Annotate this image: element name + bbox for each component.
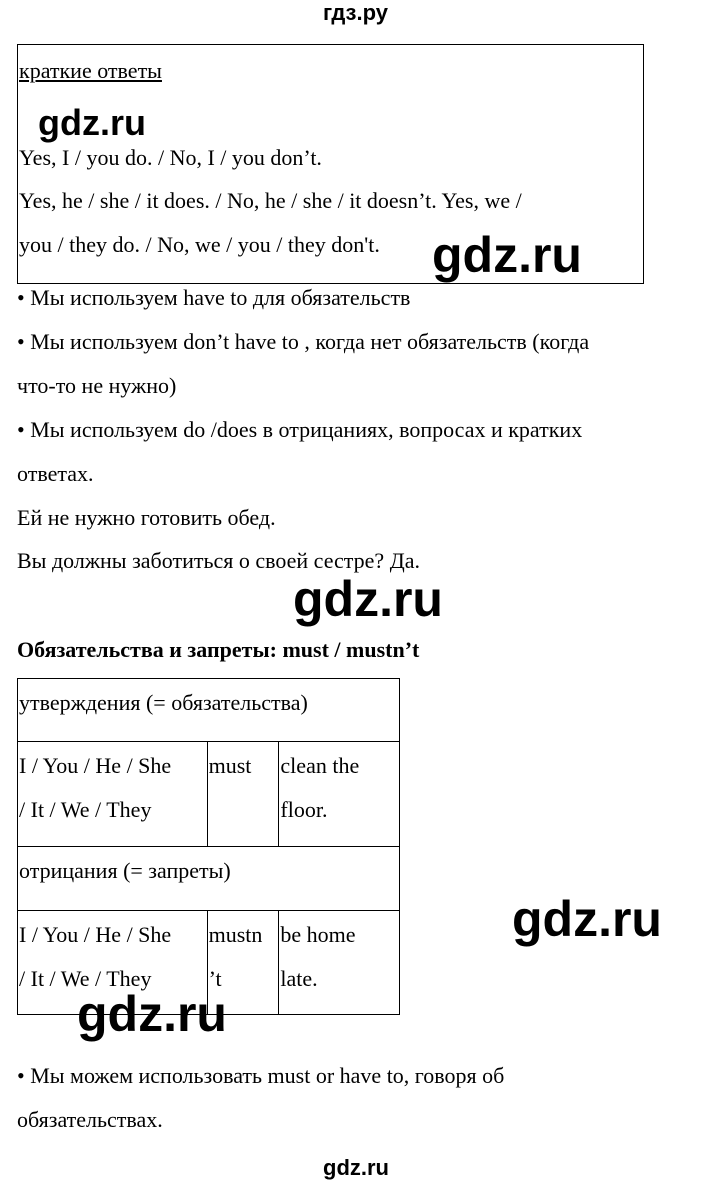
subject-line-1: I / You / He / She [19,922,172,947]
short-answer-line-2: Yes, he / she / it does. / No, he / she / it doesn’t. Yes, we / [19,188,522,213]
verb-cell [279,911,400,1015]
modal-must: must [208,753,252,778]
table-row [18,679,400,742]
example-sentence-1: Ей не нужно готовить обед. [17,505,276,530]
verb-line-1: be home [280,922,356,947]
watermark-logo: gdz.ru [293,571,443,627]
bullet-dont-have-to-line1: • Мы используем don’t have to , когда нет обязательств (когда [17,329,590,354]
subject-line-2: / It / We / They [19,966,152,991]
table-row [18,847,400,911]
table-row [18,742,400,847]
watermark-logo: gdz.ru [77,986,227,1042]
subject-cell [18,742,208,847]
verb-line-2: late. [280,966,318,991]
watermark-logo: gdz.ru [38,102,146,143]
subject-line-2: / It / We / They [19,797,152,822]
bullet-dont-have-to-line2: что-то не нужно) [17,373,177,398]
watermark-logo: gdz.ru [432,227,582,283]
negative-header: отрицания (= запреты) [19,858,231,883]
watermark-logo: gdz.ru [512,891,662,947]
section-heading: Обязательства и запреты: must / mustn’t [17,637,420,662]
bullet-do-does-line1: • Мы используем do /does в отрицаниях, вопросах и кратких [17,417,583,442]
short-answer-line-3: you / they do. / No, we / you / they don't. [19,232,380,257]
short-answers-title: краткие ответы [19,58,162,83]
short-answer-line-1: Yes, I / you do. / No, I / you don’t. [19,145,322,170]
footer-note-line1: • Мы можем использовать must or have to, говоря об [17,1063,505,1088]
verb-line-2: floor. [280,797,328,822]
must-mustnt-table [17,678,400,1015]
bullet-do-does-line2: ответах. [17,461,94,486]
verb-line-1: clean the [280,753,360,778]
example-sentence-2: Вы должны заботиться о своей сестре? Да. [17,548,420,573]
affirmative-header: утверждения (= обязательства) [19,690,308,715]
verb-cell [279,742,400,847]
site-footer-logo[interactable]: gdz.ru [323,1155,389,1180]
modal-line-1: mustn [208,922,263,947]
modal-line-2: ’t [208,966,222,991]
negative-header-cell [18,847,400,911]
site-header-logo[interactable]: гдз.ру [323,0,388,25]
bullet-have-to: • Мы используем have to для обязательств [17,285,411,310]
modal-cell [207,742,279,847]
footer-note-line2: обязательствах. [17,1107,163,1132]
affirmative-header-cell [18,679,400,742]
subject-line-1: I / You / He / She [19,753,172,778]
